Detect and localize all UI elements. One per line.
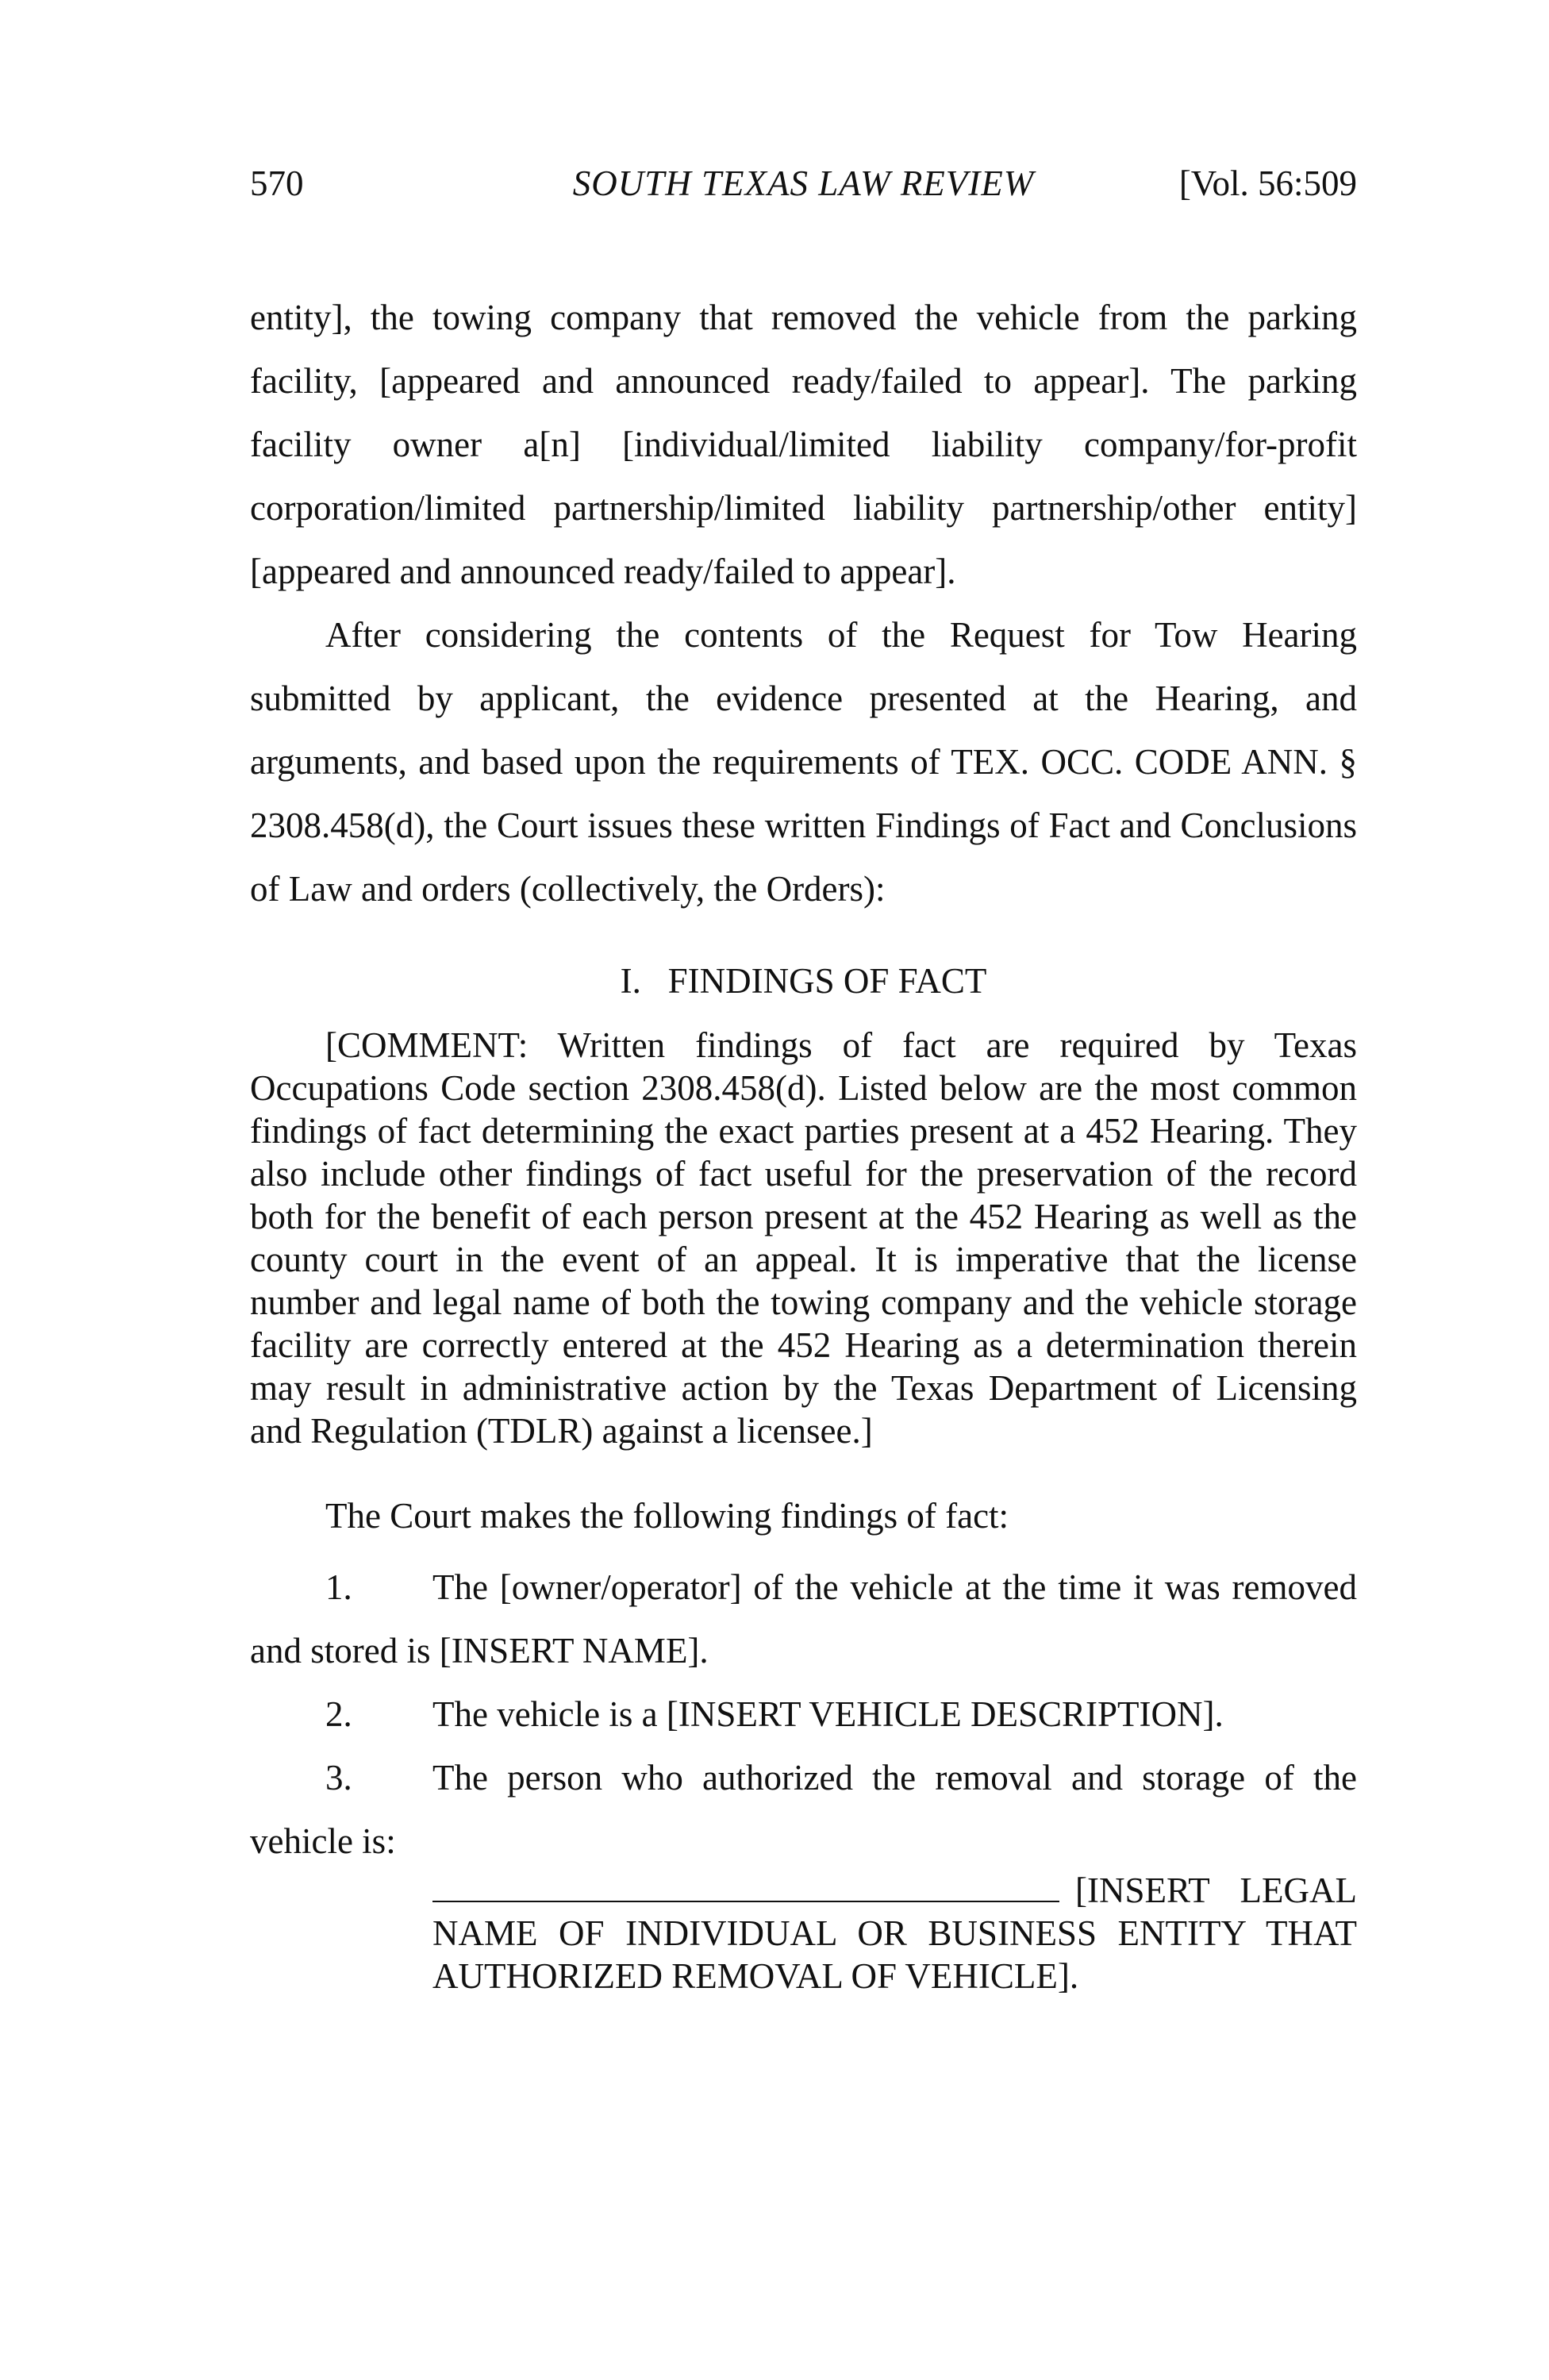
page-header: [250, 163, 1357, 210]
finding-item: [250, 1555, 1357, 1682]
findings-section: [250, 1492, 1357, 1873]
volume-citation: [Vol. 56:509: [1178, 163, 1357, 203]
signature-instruction: [INSERT LEGAL NAME OF INDIVIDUAL OR BUSINESS ENTITY THAT AUTHORIZED REMOVAL OF VEHICLE].: [432, 1871, 1357, 1996]
finding-number: 3.: [325, 1758, 352, 1797]
finding-item: [250, 1682, 1357, 1746]
signature-block: [432, 1869, 1357, 1997]
body-text: [250, 286, 1357, 921]
section-heading: I. FINDINGS OF FACT: [620, 961, 987, 1001]
page-number: 570: [250, 163, 304, 203]
paragraph-continued: entity], the towing company that removed the vehicle from the parking facility, [appeared and announced ready/failed to appear]. The parking facility owner a[n] [individual/limited liability company/for-profit corporation/limited partnership/limited liability partnership/other entity] [appeared and announced ready/failed to appear].: [250, 298, 1357, 591]
comment-block: [COMMENT: Written findings of fact are required by Texas Occupations Code section 2308.458(d). Listed below are the most common findings of fact determining the exact parties present at a 452 Hearing. They also include other findings of fact useful for the preservation of the record both for the benefit of each person present at the 452 Hearing as well as the county court in the event of an appeal. It is imperative that the license number and legal name of both the towing company and the vehicle storage facility are correctly entered at the 452 Hearing as a determination therein may result in administrative action by the Texas Department of Licensing and Regulation (TDLR) against a licensee.]: [250, 1025, 1357, 1451]
findings-intro: The Court makes the following findings of fact:: [325, 1496, 1009, 1536]
finding-number: 1.: [325, 1567, 352, 1607]
finding-number: 2.: [325, 1694, 352, 1734]
finding-text: The vehicle is a [INSERT VEHICLE DESCRIPTION].: [432, 1694, 1224, 1734]
finding-item: [250, 1746, 1357, 1873]
blank-line: [432, 1869, 1059, 1902]
finding-text: The [owner/operator] of the vehicle at the time it was removed and stored is [INSERT NAME].: [250, 1567, 1357, 1671]
finding-text: The person who authorized the removal and storage of the vehicle is:: [250, 1758, 1357, 1861]
paragraph-considering: After considering the contents of the Request for Tow Hearing submitted by applicant, the evidence presented at the Hearing, and arguments, and based upon the requirements of TEX. OCC. CODE ANN. § 2308.458(d), the Court issues these written Findings of Fact and Conclusions of Law and orders (collectively, the Orders):: [250, 615, 1357, 909]
journal-title: SOUTH TEXAS LAW REVIEW: [572, 163, 1035, 203]
